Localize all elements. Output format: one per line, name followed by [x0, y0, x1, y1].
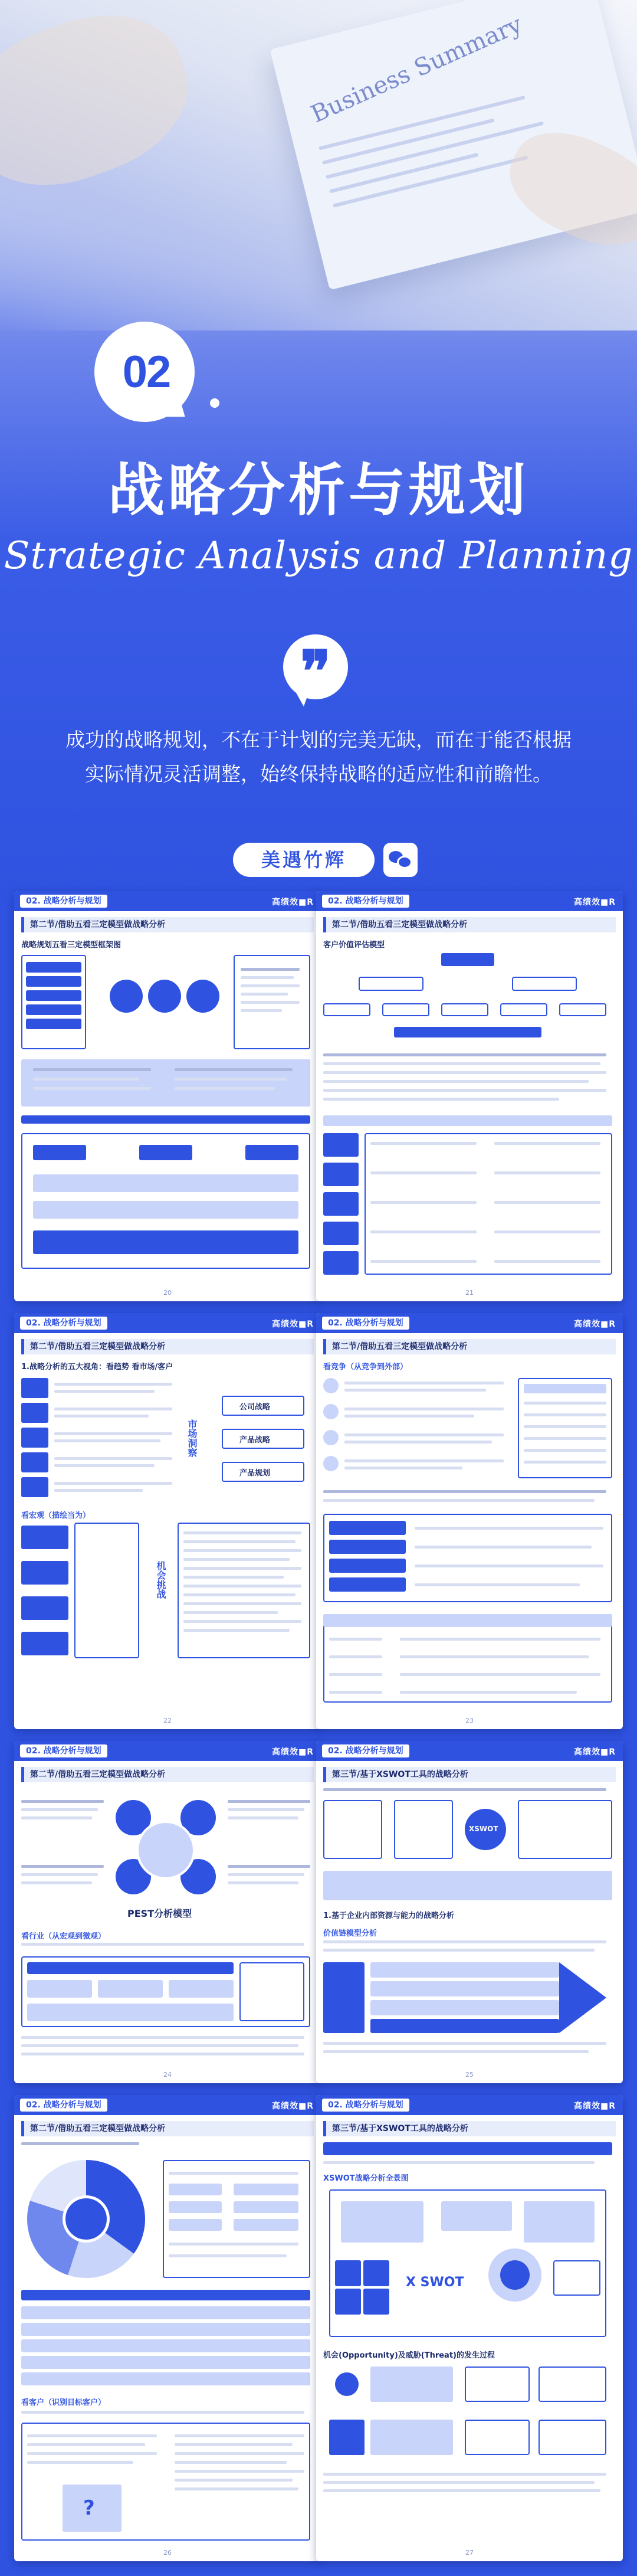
card-subtitle: 客户价值评估模型: [323, 941, 385, 950]
strategy-label: 公司战略: [239, 1403, 271, 1412]
card-section-title: 第二节/借助五看三定模型做战略分析: [21, 917, 314, 932]
hero-section: [0, 0, 637, 906]
hero-photo: [0, 0, 637, 330]
card-subheading: 看宏观（描绘当为）: [21, 1511, 91, 1520]
brand-badge: 美遇竹辉: [233, 843, 375, 877]
card-diagram: [323, 938, 616, 1287]
card-diagram: [21, 938, 314, 1287]
card-logo: 高绩效■R: [573, 898, 616, 907]
page-title: 战略分析与规划: [108, 457, 529, 523]
page-card: [14, 1741, 321, 2083]
card-subtitle: 战略规划五看三定模型框架图: [21, 941, 122, 950]
card-section-title: 第二节/借助五看三定模型做战略分析: [323, 917, 616, 932]
card-tag: 02. 战略分析与规划: [20, 2099, 107, 2112]
quote-icon: ❞: [283, 634, 354, 705]
card-logo: 高绩效■R: [573, 1747, 616, 1757]
page-card: [316, 1313, 623, 1729]
card-subtitle: 1.基于企业内部资源与能力的战略分析: [323, 1911, 454, 1920]
card-subtitle: 看竞争（从竞争到外部）: [323, 1363, 408, 1372]
card-section-title: 第二节/借助五看三定模型做战略分析: [21, 2121, 314, 2136]
card-subtitle: 1.战略分析的五大视角：看趋势 看市场/客户: [21, 1363, 173, 1372]
card-logo: 高绩效■R: [271, 2102, 314, 2111]
card-subheading: 价值链模型分析: [323, 1929, 377, 1938]
card-section-title: 第二节/借助五看三定模型做战略分析: [21, 1767, 314, 1782]
wechat-icon: [383, 843, 418, 877]
section-number-badge: [94, 322, 206, 434]
card-diagram: [21, 2142, 314, 2549]
card-subtitle: 看客户（识别目标客户）: [21, 2398, 106, 2407]
page-number: 22: [163, 1717, 172, 1724]
card-diagram: [21, 1360, 314, 1714]
card-section-title: 第三节/基于XSWOT工具的战略分析: [323, 2121, 616, 2136]
card-section-title: 第二节/借助五看三定模型做战略分析: [21, 1339, 314, 1354]
intro-text: [59, 723, 578, 791]
page-card: [316, 891, 623, 1301]
card-diagram: [21, 1788, 314, 2071]
market-insight-label: 市场洞察: [186, 1419, 198, 1457]
card-diagram: [323, 1360, 616, 1714]
card-tag: 02. 战略分析与规划: [322, 895, 409, 908]
paper-title: Business Summary: [307, 11, 527, 129]
page-number: 21: [465, 1289, 474, 1297]
card-subheading: 机会(Opportunity)及威胁(Threat)的发生过程: [323, 2351, 495, 2360]
card-diagram: [323, 1788, 616, 2071]
card-tag: 02. 战略分析与规划: [322, 1317, 409, 1330]
section-number: 02: [122, 347, 170, 397]
page-card: [316, 2095, 623, 2561]
question-icon: ?: [83, 2496, 95, 2520]
page-card: [14, 1313, 321, 1729]
card-subtitle: PEST分析模型: [127, 1908, 192, 1919]
intro-line: 成功的战略规划，不在于计划的完美无缺，而在于能否根据: [65, 728, 572, 751]
card-diagram: [323, 2142, 616, 2549]
page-number: 23: [465, 1717, 474, 1724]
card-logo: 高绩效■R: [271, 1320, 314, 1329]
page-number: 27: [465, 2549, 474, 2557]
card-logo: 高绩效■R: [271, 898, 314, 907]
page-card: [316, 1741, 623, 2083]
page-number: 25: [465, 2071, 474, 2079]
watermark: 公众号 · 美遇竹辉: [501, 2546, 613, 2562]
card-subheading: 看行业（从宏观到微观）: [21, 1932, 106, 1941]
card-tag: 02. 战略分析与规划: [20, 1744, 107, 1757]
opportunity-label: 机会挑战: [155, 1561, 166, 1599]
card-section-title: 第二节/借助五看三定模型做战略分析: [323, 1339, 616, 1354]
page-number: 20: [163, 1289, 172, 1297]
card-tag: 02. 战略分析与规划: [322, 2099, 409, 2112]
card-logo: 高绩效■R: [271, 1747, 314, 1757]
intro-line: 实际情况灵活调整，始终保持战略的适应性和前瞻性。: [85, 762, 552, 785]
card-section-title: 第三节/基于XSWOT工具的战略分析: [323, 1767, 616, 1782]
page-card: [14, 891, 321, 1301]
card-subtitle: XSWOT战略分析全景图: [323, 2174, 409, 2183]
page-number: 26: [163, 2549, 172, 2557]
card-tag: 02. 战略分析与规划: [20, 1317, 107, 1330]
card-logo: 高绩效■R: [573, 1320, 616, 1329]
xswot-label: X SWOT: [406, 2275, 464, 2290]
strategy-label: 产品战略: [239, 1436, 271, 1445]
hand-decoration: [0, 0, 208, 211]
card-tag: 02. 战略分析与规划: [322, 1744, 409, 1757]
card-logo: 高绩效■R: [573, 2102, 616, 2111]
page-subtitle: Strategic Analysis and Planning: [4, 534, 633, 578]
page-card: [14, 2095, 321, 2561]
page-number: 24: [163, 2071, 172, 2079]
strategy-label: 产品规划: [239, 1469, 271, 1478]
card-tag: 02. 战略分析与规划: [20, 895, 107, 908]
xswot-label: XSWOT: [469, 1825, 498, 1833]
